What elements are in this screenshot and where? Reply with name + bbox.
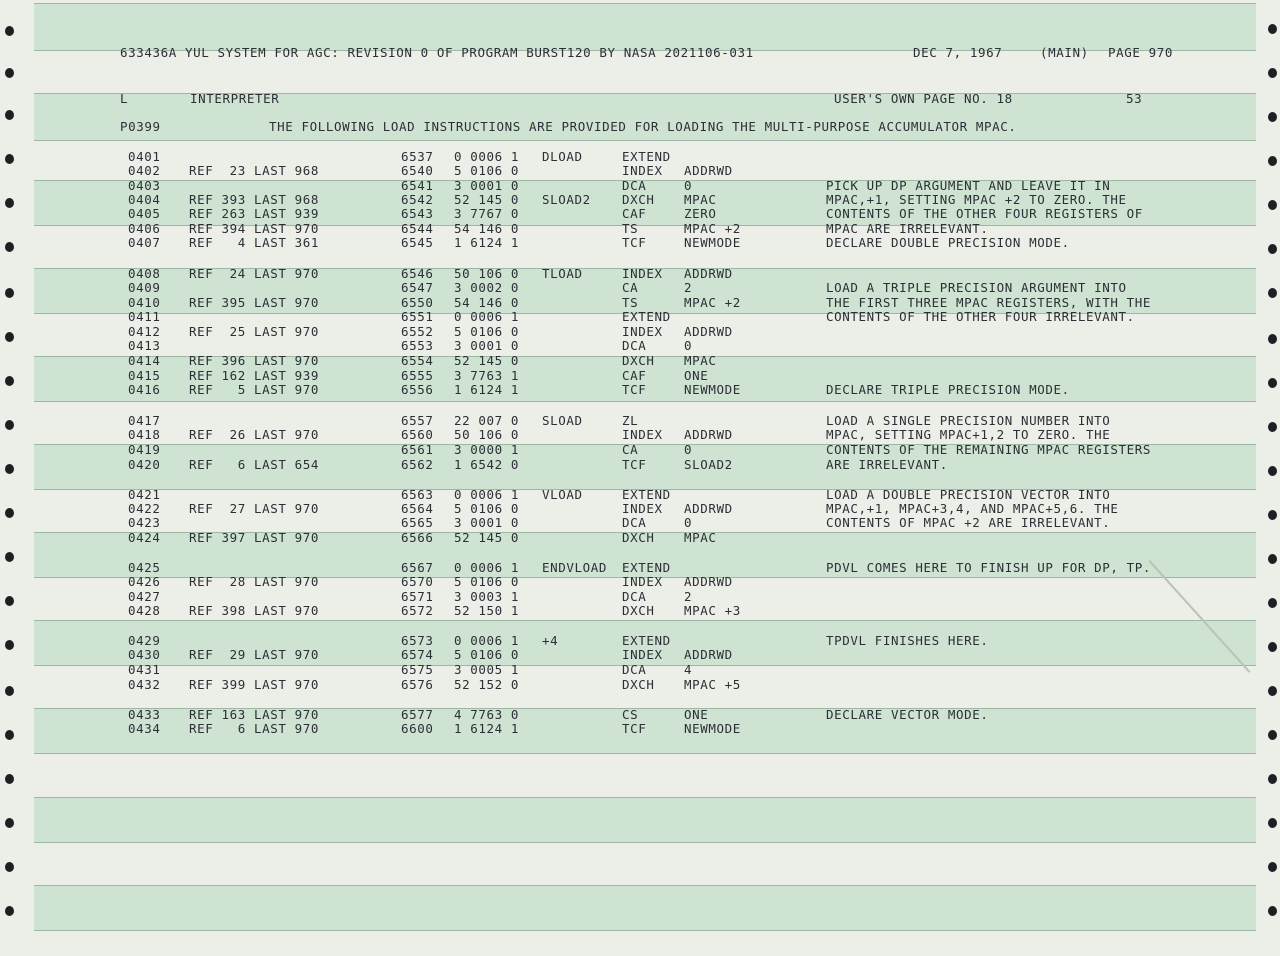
ref-info: REF 398 LAST 970 <box>189 603 320 618</box>
octal-word: 3 0002 0 <box>454 280 520 295</box>
line-number: 0418 <box>128 427 161 442</box>
feed-hole <box>1268 24 1277 34</box>
label: VLOAD <box>542 487 583 502</box>
operand: ADDRWD <box>684 163 733 178</box>
feed-hole <box>1268 334 1277 344</box>
address: 6577 <box>401 707 434 722</box>
operand: ADDRWD <box>684 501 733 516</box>
address: 6552 <box>401 324 434 339</box>
opcode: EXTEND <box>622 633 671 648</box>
ref-info: REF 5 LAST 970 <box>189 382 320 397</box>
line-number: 0402 <box>128 163 161 178</box>
comment: ARE IRRELEVANT. <box>826 457 948 472</box>
intro-id: P0399 <box>120 119 161 134</box>
opcode: TS <box>622 221 639 236</box>
line-number: 0403 <box>128 178 161 193</box>
line-number: 0422 <box>128 501 161 516</box>
feed-hole <box>5 420 14 430</box>
header-mode: (MAIN) <box>1040 45 1089 60</box>
feed-hole <box>1268 244 1277 254</box>
feed-hole <box>5 198 14 208</box>
opcode: DCA <box>622 589 647 604</box>
ref-info: REF 6 LAST 970 <box>189 721 320 736</box>
octal-word: 50 106 0 <box>454 266 520 281</box>
opcode: EXTEND <box>622 149 671 164</box>
comment: CONTENTS OF MPAC +2 ARE IRRELEVANT. <box>826 515 1111 530</box>
address: 6551 <box>401 309 434 324</box>
comment: DECLARE VECTOR MODE. <box>826 707 989 722</box>
comment: DECLARE TRIPLE PRECISION MODE. <box>826 382 1070 397</box>
feed-hole <box>1268 68 1277 78</box>
octal-word: 5 0106 0 <box>454 501 520 516</box>
ref-info: REF 6 LAST 654 <box>189 457 320 472</box>
operand: ADDRWD <box>684 266 733 281</box>
ref-info: REF 29 LAST 970 <box>189 647 320 662</box>
operand: ADDRWD <box>684 427 733 442</box>
octal-word: 52 145 0 <box>454 192 520 207</box>
line-number: 0423 <box>128 515 161 530</box>
opcode: TS <box>622 295 639 310</box>
line-number: 0424 <box>128 530 161 545</box>
opcode: CA <box>622 280 639 295</box>
opcode: INDEX <box>622 647 663 662</box>
address: 6561 <box>401 442 434 457</box>
address: 6575 <box>401 662 434 677</box>
subheader-code: 53 <box>1126 91 1143 106</box>
opcode: INDEX <box>622 324 663 339</box>
comment: CONTENTS OF THE OTHER FOUR REGISTERS OF <box>826 206 1143 221</box>
feed-hole <box>5 906 14 916</box>
feed-hole <box>1268 642 1277 652</box>
feed-hole <box>1268 288 1277 298</box>
label: ENDVLOAD <box>542 560 608 575</box>
ref-info: REF 263 LAST 939 <box>189 206 320 221</box>
octal-word: 0 0006 1 <box>454 560 520 575</box>
feed-hole <box>5 288 14 298</box>
feed-hole <box>1268 422 1277 432</box>
header-page: PAGE 970 <box>1108 45 1174 60</box>
line-number: 0408 <box>128 266 161 281</box>
ref-info: REF 393 LAST 968 <box>189 192 320 207</box>
ref-info: REF 395 LAST 970 <box>189 295 320 310</box>
octal-word: 3 7767 0 <box>454 206 520 221</box>
ref-info: REF 4 LAST 361 <box>189 235 320 250</box>
line-number: 0419 <box>128 442 161 457</box>
line-number: 0428 <box>128 603 161 618</box>
intro-text: THE FOLLOWING LOAD INSTRUCTIONS ARE PROVIDED FOR LOADING THE MULTI-PURPOSE ACCUMULATOR MPAC. <box>269 119 1017 134</box>
line-number: 0427 <box>128 589 161 604</box>
opcode: CAF <box>622 206 647 221</box>
feed-hole <box>5 640 14 650</box>
octal-word: 5 0106 0 <box>454 647 520 662</box>
octal-word: 3 0001 0 <box>454 515 520 530</box>
label: SLOAD <box>542 413 583 428</box>
address: 6567 <box>401 560 434 575</box>
octal-word: 52 145 0 <box>454 530 520 545</box>
operand: 0 <box>684 338 693 353</box>
comment: TPDVL FINISHES HERE. <box>826 633 989 648</box>
line-number: 0425 <box>128 560 161 575</box>
feed-hole <box>1268 156 1277 166</box>
line-number: 0426 <box>128 574 161 589</box>
address: 6545 <box>401 235 434 250</box>
line-number: 0415 <box>128 368 161 383</box>
address: 6547 <box>401 280 434 295</box>
comment: CONTENTS OF THE REMAINING MPAC REGISTERS <box>826 442 1152 457</box>
opcode: TCF <box>622 457 647 472</box>
opcode: INDEX <box>622 427 663 442</box>
comment: LOAD A TRIPLE PRECISION ARGUMENT INTO <box>826 280 1127 295</box>
opcode: CS <box>622 707 639 722</box>
feed-hole <box>5 596 14 606</box>
address: 6541 <box>401 178 434 193</box>
octal-word: 0 0006 1 <box>454 633 520 648</box>
opcode: EXTEND <box>622 309 671 324</box>
feed-hole <box>1268 686 1277 696</box>
operand: 2 <box>684 589 693 604</box>
operand: 0 <box>684 442 693 457</box>
feed-hole <box>1268 510 1277 520</box>
address: 6537 <box>401 149 434 164</box>
feed-hole <box>5 730 14 740</box>
operand: ADDRWD <box>684 324 733 339</box>
feed-hole <box>5 332 14 342</box>
octal-word: 1 6124 1 <box>454 382 520 397</box>
address: 6540 <box>401 163 434 178</box>
line-number: 0406 <box>128 221 161 236</box>
address: 6550 <box>401 295 434 310</box>
line-number: 0412 <box>128 324 161 339</box>
feed-hole <box>5 774 14 784</box>
ref-info: REF 26 LAST 970 <box>189 427 320 442</box>
comment: MPAC,+1, SETTING MPAC +2 TO ZERO. THE <box>826 192 1127 207</box>
opcode: DXCH <box>622 603 655 618</box>
ref-info: REF 27 LAST 970 <box>189 501 320 516</box>
line-number: 0407 <box>128 235 161 250</box>
comment: MPAC, SETTING MPAC+1,2 TO ZERO. THE <box>826 427 1111 442</box>
ref-info: REF 163 LAST 970 <box>189 707 320 722</box>
line-number: 0405 <box>128 206 161 221</box>
feed-hole <box>5 110 14 120</box>
ref-info: REF 397 LAST 970 <box>189 530 320 545</box>
ref-info: REF 28 LAST 970 <box>189 574 320 589</box>
operand: ONE <box>684 707 709 722</box>
octal-word: 54 146 0 <box>454 221 520 236</box>
line-number: 0416 <box>128 382 161 397</box>
address: 6544 <box>401 221 434 236</box>
operand: MPAC <box>684 192 717 207</box>
comment: MPAC,+1, MPAC+3,4, AND MPAC+5,6. THE <box>826 501 1119 516</box>
operand: NEWMODE <box>684 235 741 250</box>
feed-hole <box>5 862 14 872</box>
operand: SLOAD2 <box>684 457 733 472</box>
address: 6546 <box>401 266 434 281</box>
feed-hole <box>1268 598 1277 608</box>
green-band <box>34 885 1256 931</box>
ref-info: REF 396 LAST 970 <box>189 353 320 368</box>
address: 6563 <box>401 487 434 502</box>
label: SLOAD2 <box>542 192 591 207</box>
address: 6562 <box>401 457 434 472</box>
line-number: 0429 <box>128 633 161 648</box>
section-name: INTERPRETER <box>190 91 280 106</box>
comment: CONTENTS OF THE OTHER FOUR IRRELEVANT. <box>826 309 1135 324</box>
address: 6571 <box>401 589 434 604</box>
address: 6553 <box>401 338 434 353</box>
octal-word: 52 152 0 <box>454 677 520 692</box>
feed-hole <box>1268 774 1277 784</box>
address: 6565 <box>401 515 434 530</box>
address: 6554 <box>401 353 434 368</box>
line-number: 0413 <box>128 338 161 353</box>
opcode: TCF <box>622 382 647 397</box>
operand: ADDRWD <box>684 647 733 662</box>
operand: MPAC +2 <box>684 221 741 236</box>
octal-word: 1 6124 1 <box>454 721 520 736</box>
opcode: DXCH <box>622 192 655 207</box>
octal-word: 5 0106 0 <box>454 163 520 178</box>
ref-info: REF 24 LAST 970 <box>189 266 320 281</box>
opcode: INDEX <box>622 574 663 589</box>
line-number: 0434 <box>128 721 161 736</box>
octal-word: 52 145 0 <box>454 353 520 368</box>
operand: ZERO <box>684 206 717 221</box>
octal-word: 0 0006 1 <box>454 149 520 164</box>
opcode: TCF <box>622 721 647 736</box>
feed-hole <box>1268 906 1277 916</box>
octal-word: 3 0003 1 <box>454 589 520 604</box>
users-page-number: USER'S OWN PAGE NO. 18 <box>834 91 1013 106</box>
opcode: INDEX <box>622 501 663 516</box>
operand: 0 <box>684 178 693 193</box>
ref-info: REF 162 LAST 939 <box>189 368 320 383</box>
comment: PDVL COMES HERE TO FINISH UP FOR DP, TP. <box>826 560 1152 575</box>
line-number: 0430 <box>128 647 161 662</box>
opcode: CA <box>622 442 639 457</box>
octal-word: 3 0001 0 <box>454 338 520 353</box>
opcode: EXTEND <box>622 487 671 502</box>
label: TLOAD <box>542 266 583 281</box>
feed-hole <box>5 686 14 696</box>
feed-hole <box>5 552 14 562</box>
feed-hole <box>5 242 14 252</box>
operand: 4 <box>684 662 693 677</box>
header-date: DEC 7, 1967 <box>913 45 1003 60</box>
opcode: DCA <box>622 178 647 193</box>
feed-hole <box>1268 818 1277 828</box>
opcode: DXCH <box>622 677 655 692</box>
green-band <box>34 797 1256 843</box>
comment: THE FIRST THREE MPAC REGISTERS, WITH THE <box>826 295 1152 310</box>
line-number: 0432 <box>128 677 161 692</box>
label: +4 <box>542 633 559 648</box>
address: 6600 <box>401 721 434 736</box>
line-number: 0411 <box>128 309 161 324</box>
operand: MPAC +2 <box>684 295 741 310</box>
feed-hole <box>1268 112 1277 122</box>
line-number: 0410 <box>128 295 161 310</box>
opcode: DXCH <box>622 353 655 368</box>
address: 6560 <box>401 427 434 442</box>
line-number: 0421 <box>128 487 161 502</box>
comment: PICK UP DP ARGUMENT AND LEAVE IT IN <box>826 178 1111 193</box>
opcode: EXTEND <box>622 560 671 575</box>
operand: NEWMODE <box>684 721 741 736</box>
address: 6574 <box>401 647 434 662</box>
line-number: 0417 <box>128 413 161 428</box>
address: 6543 <box>401 206 434 221</box>
comment: LOAD A SINGLE PRECISION NUMBER INTO <box>826 413 1111 428</box>
octal-word: 0 0006 1 <box>454 309 520 324</box>
feed-hole <box>1268 862 1277 872</box>
operand: MPAC <box>684 353 717 368</box>
operand: MPAC +5 <box>684 677 741 692</box>
operand: NEWMODE <box>684 382 741 397</box>
feed-hole <box>5 68 14 78</box>
opcode: DCA <box>622 515 647 530</box>
ref-info: REF 23 LAST 968 <box>189 163 320 178</box>
operand: 0 <box>684 515 693 530</box>
comment: DECLARE DOUBLE PRECISION MODE. <box>826 235 1070 250</box>
line-number: 0414 <box>128 353 161 368</box>
comment: MPAC ARE IRRELEVANT. <box>826 221 989 236</box>
line-number: 0420 <box>128 457 161 472</box>
operand: 2 <box>684 280 693 295</box>
opcode: TCF <box>622 235 647 250</box>
address: 6542 <box>401 192 434 207</box>
octal-word: 3 0005 1 <box>454 662 520 677</box>
octal-word: 3 0000 1 <box>454 442 520 457</box>
operand: ADDRWD <box>684 574 733 589</box>
address: 6564 <box>401 501 434 516</box>
octal-word: 54 146 0 <box>454 295 520 310</box>
octal-word: 3 7763 1 <box>454 368 520 383</box>
octal-word: 1 6124 1 <box>454 235 520 250</box>
line-number: 0433 <box>128 707 161 722</box>
octal-word: 22 007 0 <box>454 413 520 428</box>
address: 6573 <box>401 633 434 648</box>
opcode: CAF <box>622 368 647 383</box>
address: 6576 <box>401 677 434 692</box>
octal-word: 1 6542 0 <box>454 457 520 472</box>
operand: MPAC +3 <box>684 603 741 618</box>
feed-hole <box>5 464 14 474</box>
opcode: INDEX <box>622 266 663 281</box>
address: 6570 <box>401 574 434 589</box>
feed-hole <box>1268 466 1277 476</box>
line-number: 0409 <box>128 280 161 295</box>
opcode: DXCH <box>622 530 655 545</box>
ref-info: REF 25 LAST 970 <box>189 324 320 339</box>
feed-hole <box>5 376 14 386</box>
address: 6572 <box>401 603 434 618</box>
line-number: 0431 <box>128 662 161 677</box>
feed-hole <box>5 818 14 828</box>
octal-word: 5 0106 0 <box>454 324 520 339</box>
feed-hole <box>5 508 14 518</box>
ref-info: REF 394 LAST 970 <box>189 221 320 236</box>
header-title: 633436A YUL SYSTEM FOR AGC: REVISION 0 OF PROGRAM BURST120 BY NASA 2021106-031 <box>120 45 754 60</box>
comment: LOAD A DOUBLE PRECISION VECTOR INTO <box>826 487 1111 502</box>
opcode: DCA <box>622 662 647 677</box>
address: 6555 <box>401 368 434 383</box>
octal-word: 0 0006 1 <box>454 487 520 502</box>
label: DLOAD <box>542 149 583 164</box>
octal-word: 52 150 1 <box>454 603 520 618</box>
feed-hole <box>1268 554 1277 564</box>
feed-hole <box>5 154 14 164</box>
line-number: 0404 <box>128 192 161 207</box>
line-number: 0401 <box>128 149 161 164</box>
subheader-l: L <box>120 91 129 106</box>
address: 6566 <box>401 530 434 545</box>
opcode: DCA <box>622 338 647 353</box>
opcode: INDEX <box>622 163 663 178</box>
octal-word: 4 7763 0 <box>454 707 520 722</box>
ref-info: REF 399 LAST 970 <box>189 677 320 692</box>
address: 6557 <box>401 413 434 428</box>
green-band <box>34 3 1256 51</box>
octal-word: 50 106 0 <box>454 427 520 442</box>
octal-word: 3 0001 0 <box>454 178 520 193</box>
octal-word: 5 0106 0 <box>454 574 520 589</box>
operand: ONE <box>684 368 709 383</box>
feed-hole <box>1268 730 1277 740</box>
feed-hole <box>1268 200 1277 210</box>
feed-hole <box>5 26 14 36</box>
feed-hole <box>1268 378 1277 388</box>
operand: MPAC <box>684 530 717 545</box>
address: 6556 <box>401 382 434 397</box>
opcode: ZL <box>622 413 639 428</box>
